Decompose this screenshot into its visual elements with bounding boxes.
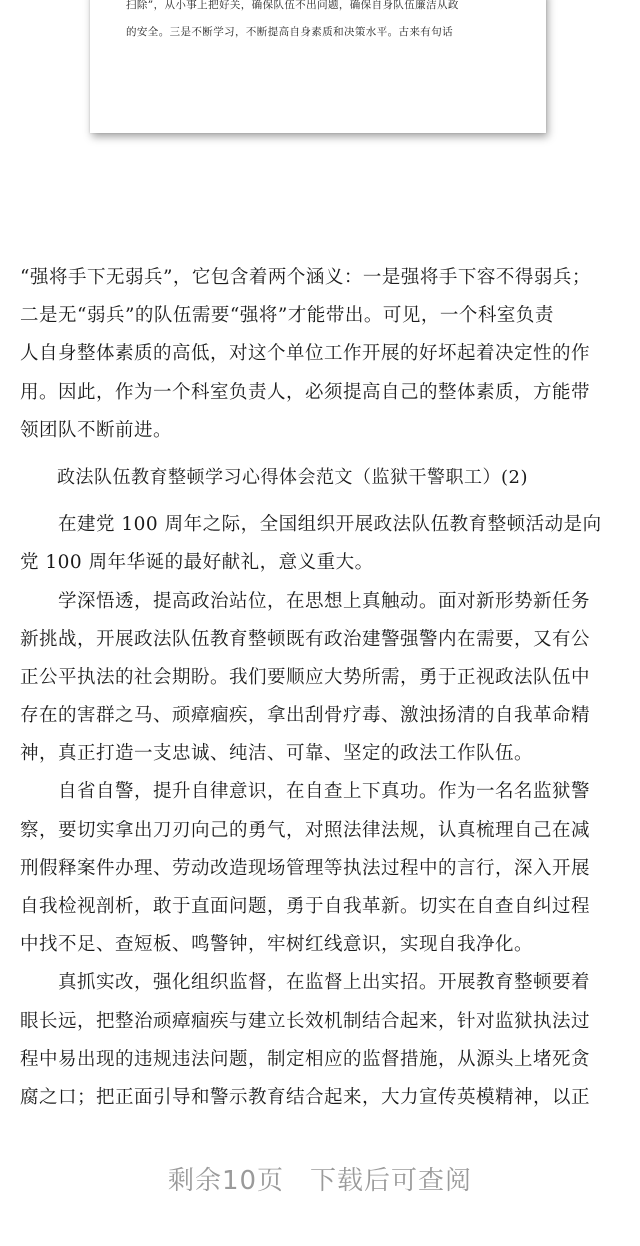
article-body [20, 259, 624, 1117]
text-line: 神，真正打造一支忠诚、纯洁、可靠、坚定的政法工作队伍。 [20, 743, 534, 765]
text-line: 党 100 周年华诞的最好献礼，意义重大。 [20, 552, 374, 574]
document-preview-card [90, 0, 546, 133]
text-line: “强将手下无弱兵”，它包含着两个涵义：一是强将手下容不得弱兵； [20, 267, 591, 288]
text-line: 自省自警，提升自律意识，在自查上下真功。作为一名名监狱警 [20, 781, 591, 803]
section-heading: 政法队伍教育整顿学习心得体会范文（监狱干警职工）(2) [57, 466, 528, 488]
text-line: 存在的害群之马、顽瘴痼疾，拿出刮骨疗毒、激浊扬清的自我革命精 [20, 705, 591, 727]
text-line: 用。因此，作为一个科室负责人，必须提高自己的整体素质，方能带 [20, 381, 591, 403]
remaining-pages-label: 剩余10页 [167, 1166, 285, 1196]
text-line: 在建党 100 周年之际，全国组织开展政法队伍教育整顿活动是向 [20, 514, 602, 536]
text-line: 眼长远，把整治顽瘴痼疾与建立长效机制结合起来，针对监狱执法过 [20, 1010, 591, 1032]
text-line: 程中易出现的违规违法问题，制定相应的监督措施，从源头上堵死贪 [20, 1048, 591, 1070]
text-line: 真抓实改，强化组织监督，在监督上出实招。开展教育整顿要着 [20, 972, 591, 994]
text-line: 人自身整体素质的高低，对这个单位工作开展的好坏起着决定性的作 [20, 343, 591, 365]
text-line: 中找不足、查短板、鸣警钟，牢树红线意识，实现自我净化。 [20, 934, 534, 956]
text-line: 刑假释案件办理、劳动改造现场管理等执法过程中的言行，深入开展 [20, 857, 591, 879]
read-more-prompt[interactable] [0, 1160, 640, 1197]
preview-line: 的安全。三是不断学习，不断提高自身素质和决策水平。古来有句话 [126, 26, 453, 38]
text-line: 腐之口；把正面引导和警示教育结合起来，大力宣传英模精神，以正 [20, 1086, 591, 1108]
paragraph [20, 506, 624, 582]
preview-line: 扫除”，从小事上把好关，确保队伍不出问题，确保自身队伍廉洁从政 [126, 0, 459, 11]
paragraph [20, 583, 624, 774]
text-line: 领团队不断前进。 [20, 419, 173, 441]
download-to-read-label: 下载后可查阅 [310, 1166, 473, 1196]
text-line: 自我检视剖析，敢于直面问题，勇于自我革新。切实在自查自纠过程 [20, 896, 591, 917]
paragraph [20, 964, 624, 1117]
paragraph [20, 773, 624, 964]
text-line: 学深悟透，提高政治站位，在思想上真触动。面对新形势新任务 [20, 590, 591, 612]
text-line: 察，要切实拿出刀刃向己的勇气，对照法律法规，认真梳理自己在减 [20, 819, 591, 841]
text-line: 二是无“弱兵”的队伍需要“强将”才能带出。可见，一个科室负责 [20, 305, 554, 327]
paragraph [20, 259, 624, 450]
text-line: 正公平执法的社会期盼。我们要顺应大势所需，勇于正视政法队伍中 [20, 666, 591, 688]
text-line: 新挑战，开展政法队伍教育整顿既有政治建警强警内在需要，又有公 [20, 628, 591, 650]
